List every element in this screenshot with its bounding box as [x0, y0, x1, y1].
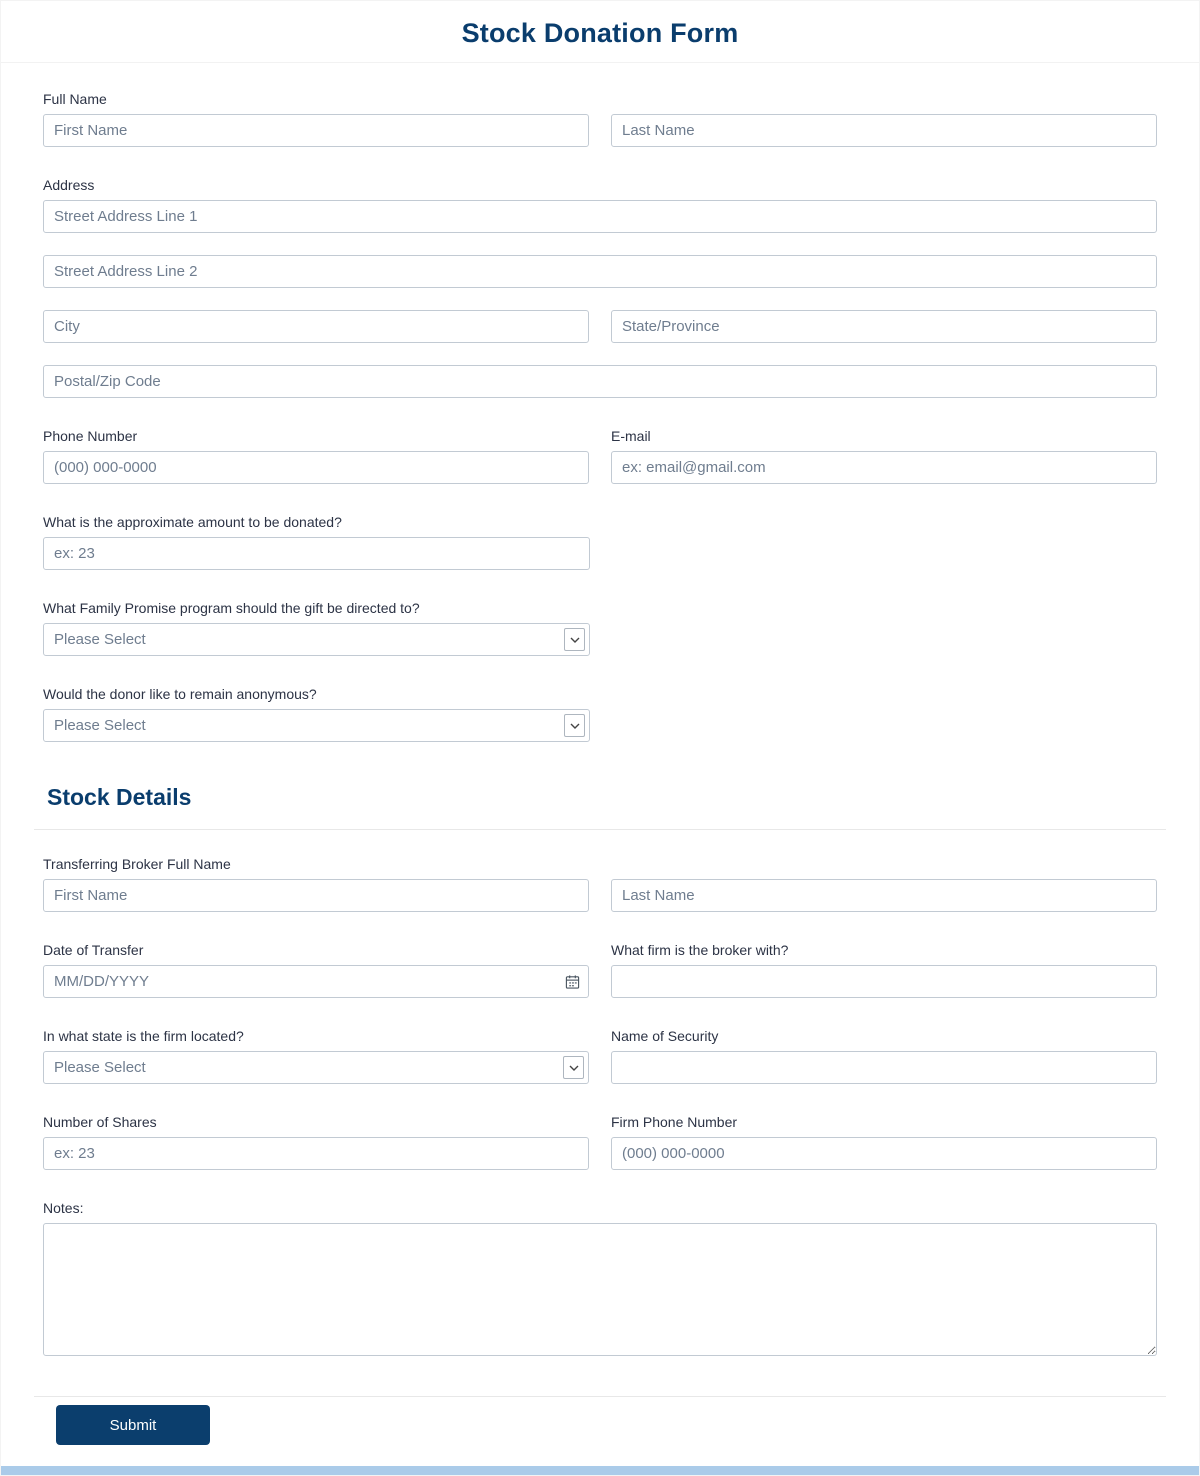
field-firm-state — [43, 1028, 589, 1084]
amount-input[interactable] — [43, 537, 590, 570]
firm-state-select-value: Please Select — [54, 1059, 146, 1076]
field-email — [611, 428, 1157, 484]
email-label: E-mail — [611, 428, 651, 444]
last-name-input[interactable] — [611, 114, 1157, 147]
field-state-security — [43, 1028, 1157, 1084]
security-name-label: Name of Security — [611, 1028, 719, 1044]
shares-label: Number of Shares — [43, 1114, 157, 1130]
city-input[interactable] — [43, 310, 589, 343]
field-transfer-date — [43, 942, 589, 998]
amount-label: What is the approximate amount to be donated? — [43, 514, 342, 530]
field-security-name — [611, 1028, 1157, 1084]
first-name-input[interactable] — [43, 114, 589, 147]
city-state-row — [43, 310, 1157, 343]
phone-email-row — [43, 428, 1157, 484]
street-address-line2-input[interactable] — [43, 255, 1157, 288]
address-stack — [43, 200, 1157, 398]
email-input[interactable] — [611, 451, 1157, 484]
broker-firm-label: What firm is the broker with? — [611, 942, 789, 958]
full-name-label: Full Name — [43, 91, 107, 107]
program-select[interactable] — [43, 623, 590, 656]
broker-last-name-input[interactable] — [611, 879, 1157, 912]
state-province-input[interactable] — [611, 310, 1157, 343]
stock-details-heading: Stock Details — [47, 784, 192, 810]
transfer-date-wrapper — [43, 965, 589, 998]
date-firm-row — [43, 942, 1157, 998]
field-date-firm — [43, 942, 1157, 998]
calendar-icon[interactable] — [565, 974, 580, 989]
page-title: Stock Donation Form — [461, 18, 739, 48]
shares-phone-row — [43, 1114, 1157, 1170]
firm-state-label: In what state is the firm located? — [43, 1028, 244, 1044]
field-notes — [43, 1200, 1157, 1356]
form-body — [1, 63, 1199, 1475]
field-address — [43, 177, 1157, 398]
transfer-date-label: Date of Transfer — [43, 942, 144, 958]
notes-label: Notes: — [43, 1200, 84, 1216]
program-label: What Family Promise program should the gift be directed to? — [43, 600, 420, 616]
postal-zip-input[interactable] — [43, 365, 1157, 398]
field-full-name — [43, 91, 1157, 147]
broker-first-name-input[interactable] — [43, 879, 589, 912]
field-shares-phone — [43, 1114, 1157, 1170]
section-divider — [34, 829, 1166, 830]
state-security-row — [43, 1028, 1157, 1084]
field-broker-firm — [611, 942, 1157, 998]
field-phone — [43, 428, 589, 484]
firm-phone-input[interactable] — [611, 1137, 1157, 1170]
field-firm-phone — [611, 1114, 1157, 1170]
firm-state-select[interactable] — [43, 1051, 589, 1084]
phone-input[interactable] — [43, 451, 589, 484]
field-phone-email — [43, 428, 1157, 484]
submit-row — [56, 1405, 1157, 1475]
field-broker-name — [43, 856, 1157, 912]
transfer-date-input[interactable] — [43, 965, 589, 998]
notes-textarea[interactable] — [43, 1223, 1157, 1356]
anonymous-select-value: Please Select — [54, 717, 146, 734]
bottom-divider — [34, 1396, 1166, 1397]
field-anonymous — [43, 686, 1157, 742]
street-address-line1-input[interactable] — [43, 200, 1157, 233]
form-header — [1, 1, 1199, 63]
footer-strip — [1, 1466, 1199, 1475]
security-name-input[interactable] — [611, 1051, 1157, 1084]
address-label: Address — [43, 177, 95, 193]
chevron-down-icon — [564, 714, 585, 737]
program-select-value: Please Select — [54, 631, 146, 648]
full-name-row — [43, 114, 1157, 147]
anonymous-label: Would the donor like to remain anonymous? — [43, 686, 317, 702]
phone-label: Phone Number — [43, 428, 138, 444]
submit-button[interactable]: Submit — [56, 1405, 210, 1445]
anonymous-select[interactable] — [43, 709, 590, 742]
chevron-down-icon — [563, 1056, 584, 1079]
chevron-down-icon — [564, 628, 585, 651]
broker-name-row — [43, 879, 1157, 912]
field-program — [43, 600, 1157, 656]
broker-firm-input[interactable] — [611, 965, 1157, 998]
firm-phone-label: Firm Phone Number — [611, 1114, 738, 1130]
field-amount — [43, 514, 1157, 570]
broker-name-label: Transferring Broker Full Name — [43, 856, 231, 872]
shares-input[interactable] — [43, 1137, 589, 1170]
field-shares — [43, 1114, 589, 1170]
